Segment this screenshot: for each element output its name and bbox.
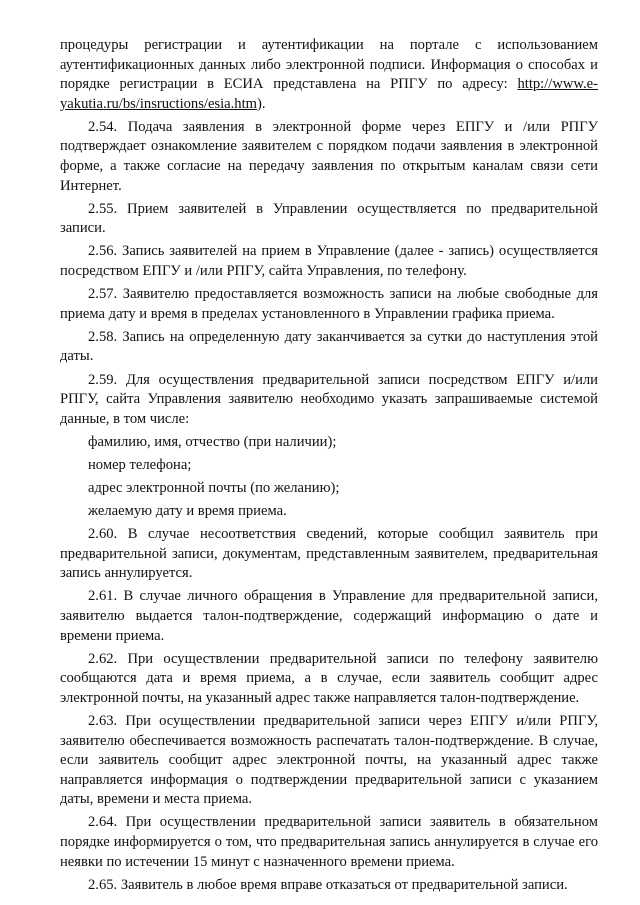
paragraph-2-59: 2.59. Для осуществления предварительной записи посредством ЕПГУ и/или РПГУ, сайта Управления заявителю необходимо указать запрашиваемые системой данные, в том числе: [60,371,598,427]
esia-instructions-link[interactable]: http://www.e-yakutia.ru/bs/insructions/esia.htm [60,76,598,112]
paragraph-2-62: 2.62. При осуществлении предварительной записи по телефону заявителю сообщаются дата и время приема, а в случае, если заявитель сообщит адрес электронной почты, на указанный адрес также направляется талон-подтверждение. [60,650,598,706]
paragraph-2-64: 2.64. При осуществлении предварительной записи заявитель в обязательном порядке информируется о том, что предварительная запись аннулируется в случае его неявки по истечении 15 минут с назначенного времени приема. [60,814,598,870]
paragraph-2-55: 2.55. Прием заявителей в Управлении осуществляется по предварительной записи. [60,200,598,237]
intro-text: процедуры регистрации и аутентификации на портале с использованием аутентификационных данных либо электронной подписи. Информация о способах и порядке регистрации в ЕСИА представлена на РПГУ по адресу: [60,37,598,93]
paragraph-2-57: 2.57. Заявителю предоставляется возможность записи на любые свободные для приема дату и время в пределах установленного в Управлении графика приема. [60,286,598,322]
paragraph-2-63: 2.63. При осуществлении предварительной записи через ЕПГУ и/или РПГУ, заявителю обеспечивается возможность распечатать талон-подтверждение. В случае, если заявитель сообщит адрес электронной почты, на указанный адрес также направляется информация о подтверждении предварительной записи с указанием даты, времени и места приема. [60,713,598,808]
paragraph-2-60: 2.60. В случае несоответствия сведений, которые сообщил заявитель при предварительной записи, документам, представленным заявителем, предварительная запись аннулируется. [60,526,598,582]
intro-tail: ). [257,95,266,112]
intro-paragraph [60,36,598,114]
paragraph-2-54: 2.54. Подача заявления в электронной форме через ЕПГУ и /или РПГУ подтверждает ознакомление заявителем с порядком подачи заявления в электронной форме, а также согласие на передачу заявления по открытым каналам связи сети Интернет. [60,118,598,194]
list-item-phone: номер телефона; [88,456,192,473]
paragraph-2-56: 2.56. Запись заявителей на прием в Управление (далее - запись) осуществляется посредством ЕПГУ и /или РПГУ, сайта Управления, по телефону. [60,243,598,280]
paragraph-2-65: 2.65. Заявитель в любое время вправе отказаться от предварительной записи. [88,876,568,893]
paragraph-2-61: 2.61. В случае личного обращения в Управление для предварительной записи, заявителю выдается талон-подтверждение, содержащий информацию о дате и времени приема. [60,588,598,644]
list-item-date-time: желаемую дату и время приема. [88,503,287,520]
list-item-email: адрес электронной почты (по желанию); [88,479,340,496]
paragraph-2-58: 2.58. Запись на определенную дату заканчивается за сутки до наступления этой даты. [60,328,598,365]
document-page [60,36,598,899]
list-item-full-name: фамилию, имя, отчество (при наличии); [88,433,337,450]
